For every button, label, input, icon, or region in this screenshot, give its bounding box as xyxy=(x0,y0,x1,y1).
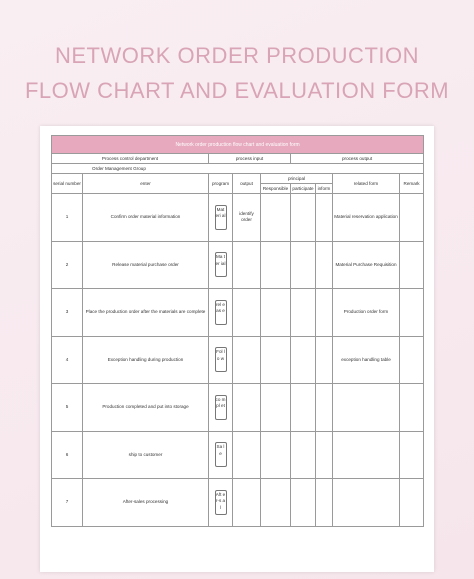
row-inform xyxy=(316,479,333,527)
process-box: rel eas e xyxy=(215,300,227,325)
col-responsible: Responsible xyxy=(261,184,291,194)
process-box: Ma ter ial xyxy=(215,252,227,277)
row-responsible xyxy=(261,241,291,289)
page-heading xyxy=(0,38,474,108)
row-responsible xyxy=(261,289,291,337)
row-output xyxy=(233,241,261,289)
row-program-cell xyxy=(209,384,233,432)
row-enter: Release material purchase order xyxy=(83,241,209,289)
row-program-cell xyxy=(209,431,233,479)
row-participate xyxy=(291,479,316,527)
row-inform xyxy=(316,289,333,337)
row-program-cell xyxy=(209,194,233,242)
process-box: Fol lo w xyxy=(215,347,227,372)
row-inform xyxy=(316,431,333,479)
row-related-form xyxy=(333,431,400,479)
table-row-1 xyxy=(52,194,424,242)
process-box: Aft er-s al xyxy=(215,490,227,515)
row-inform xyxy=(316,241,333,289)
row-responsible xyxy=(261,479,291,527)
row-serial: 4 xyxy=(52,336,83,384)
row-enter: Place the production order after the materials are complete xyxy=(83,289,209,337)
row-serial: 5 xyxy=(52,384,83,432)
row-responsible xyxy=(261,336,291,384)
evaluation-table xyxy=(51,135,424,527)
table-row-6 xyxy=(52,431,424,479)
row-program-cell xyxy=(209,241,233,289)
row-program-cell xyxy=(209,289,233,337)
row-related-form: Production order form xyxy=(333,289,400,337)
row-participate xyxy=(291,241,316,289)
row-participate xyxy=(291,194,316,242)
row-inform xyxy=(316,336,333,384)
process-box: Mat eri al xyxy=(215,205,227,230)
table-title: Network order production flow chart and evaluation form xyxy=(52,136,424,154)
row-related-form: Material reservation application xyxy=(333,194,400,242)
form-sheet xyxy=(40,126,434,572)
row-enter: ship to customer xyxy=(83,431,209,479)
row-participate xyxy=(291,431,316,479)
row-related-form: Material Purchase Requisition xyxy=(333,241,400,289)
row-remark xyxy=(400,336,424,384)
row-serial: 1 xyxy=(52,194,83,242)
heading-line-1: NETWORK ORDER PRODUCTION xyxy=(55,43,419,68)
row-output xyxy=(233,479,261,527)
row-remark xyxy=(400,479,424,527)
group-name: Order Management Group xyxy=(52,164,424,174)
row-remark xyxy=(400,241,424,289)
col-enter: enter xyxy=(83,174,209,194)
row-remark xyxy=(400,431,424,479)
row-enter: Exception handling during production xyxy=(83,336,209,384)
table-row-2 xyxy=(52,241,424,289)
col-principal: principal xyxy=(261,174,333,184)
col-participate: participate xyxy=(291,184,316,194)
row-serial: 6 xyxy=(52,431,83,479)
row-output xyxy=(233,336,261,384)
process-box: Sa le xyxy=(215,442,227,467)
row-serial: 7 xyxy=(52,479,83,527)
row-responsible xyxy=(261,431,291,479)
row-program-cell xyxy=(209,479,233,527)
process-box: co mpl et xyxy=(215,395,227,420)
col-serial: serial number xyxy=(52,174,83,194)
process-output-label: process output xyxy=(291,154,424,164)
process-input-label: process input xyxy=(209,154,291,164)
row-inform xyxy=(316,384,333,432)
row-output xyxy=(233,384,261,432)
col-program: program xyxy=(209,174,233,194)
row-related-form: exception handling table xyxy=(333,336,400,384)
row-output xyxy=(233,289,261,337)
row-enter: Confirm order material information xyxy=(83,194,209,242)
row-remark xyxy=(400,289,424,337)
row-related-form xyxy=(333,479,400,527)
col-remark: Remark xyxy=(400,174,424,194)
table-row-5 xyxy=(52,384,424,432)
table-row-3 xyxy=(52,289,424,337)
heading-line-2: FLOW CHART AND EVALUATION FORM xyxy=(24,78,450,103)
col-inform: inform xyxy=(316,184,333,194)
row-participate xyxy=(291,384,316,432)
row-responsible xyxy=(261,384,291,432)
row-inform xyxy=(316,194,333,242)
row-remark xyxy=(400,194,424,242)
col-related: related form xyxy=(333,174,400,194)
row-participate xyxy=(291,289,316,337)
row-responsible xyxy=(261,194,291,242)
dept-label: Process control department xyxy=(52,154,209,164)
row-related-form xyxy=(333,384,400,432)
table-row-4 xyxy=(52,336,424,384)
row-enter: After-sales processing xyxy=(83,479,209,527)
row-output xyxy=(233,431,261,479)
row-remark xyxy=(400,384,424,432)
row-enter: Production completed and put into storage xyxy=(83,384,209,432)
table-row-7 xyxy=(52,479,424,527)
row-output: identify order xyxy=(233,194,261,242)
row-program-cell xyxy=(209,336,233,384)
col-output: output xyxy=(233,174,261,194)
row-participate xyxy=(291,336,316,384)
row-serial: 3 xyxy=(52,289,83,337)
row-serial: 2 xyxy=(52,241,83,289)
